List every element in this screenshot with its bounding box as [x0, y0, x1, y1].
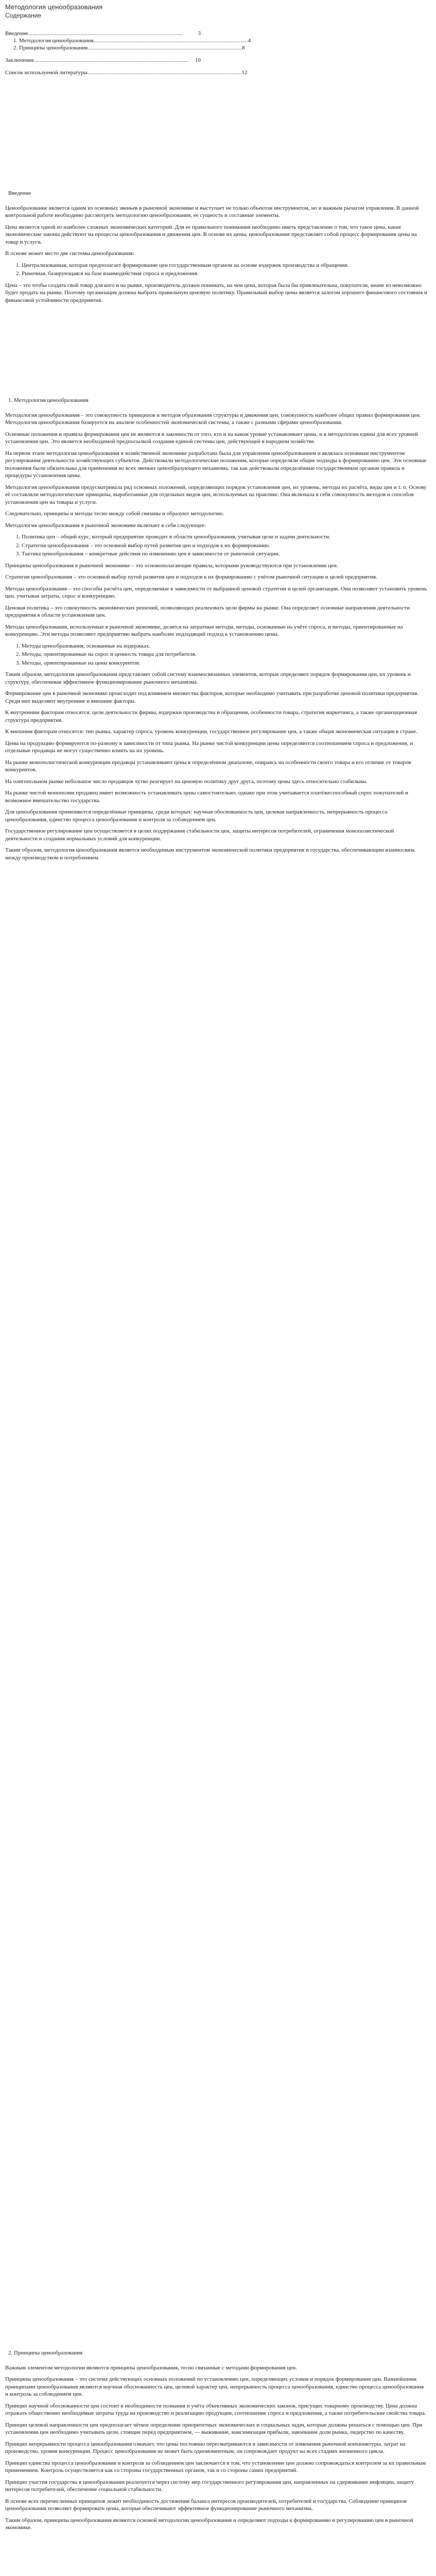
- paragraph: Государственное регулирование цен осуществляется в целях поддержания стабильности цен, защиты интересов потребителей, ограничения монополистической деятельности и создания нормальных условий для конкуренции.: [5, 828, 394, 842]
- section-heading: 2. Принципы ценообразования: [8, 2350, 83, 2356]
- list-item: 3. Методы, ориентированные на цены конкурентов.: [22, 659, 427, 667]
- paragraph: К внешним факторам относятся: тип рынка, характер спроса, уровень конкуренции, государственное регулирование цен, а также общая экономическая ситуация в стране.: [5, 728, 417, 735]
- toc-entry-intro[interactable]: Введение ............................................................................................................. 3: [5, 30, 201, 37]
- paragraph: Принципы ценообразования в рыночной экономике – это основополагающие правила, которыми руководствуются при установлении цен.: [5, 562, 338, 569]
- list-item: 3. Тактика ценообразования – конкретные действия по изменению цен в зависимости от рыночной ситуации.: [22, 550, 427, 558]
- paragraph: В основе может место две системы ценообразования:: [5, 250, 134, 257]
- paragraph: Цена – это чтобы создать свой товар для кого и на рынке, производитель должен понимать, на чем цена, которая была бы привлекательна, покупатели, иначе из невозможно будет продать на рынке. Поэтому организация должна выбрать правильную ценовую политику. Правильный выбор цены является залогом хорошего финансового состояния и финансовой устойчивости предприятия.: [5, 282, 427, 303]
- paragraph: В основе всех перечисленных принципов лежит необходимость достижения баланса интересов производителей, потребителей и государства. Соблюдение принципов ценообразования позволяет формировать цены, которые обеспечивают эффективное функционирование рыночного механизма.: [5, 2498, 407, 2512]
- paragraph: Таким образом, принципы ценообразования являются основой методологии ценообразования и определяют подходы к формированию и регулированию цен в рыночной экономике.: [5, 2517, 413, 2531]
- paragraph: На рынке чистой монополии продавец имеет возможность устанавливать цены самостоятельно, однако при этом учитывается платёжеспособный спрос покупателей и возможное вмешательство государства.: [5, 790, 408, 804]
- paragraph: Методы ценообразования, используемые в рыночной экономике, делятся на затратные методы, методы, основанные на учёте спроса, и методы, ориентированные на конкуренцию. Эти методы позволяют предприятию выбрать наиболее подходящий подход к установлению цены.: [5, 623, 403, 637]
- section-heading: 1. Методология ценообразования: [8, 397, 89, 403]
- paragraph: Методы ценообразования – это способы расчёта цен, определяемые в зависимости от выбранной ценовой стратегии и целей организации. Они позволяют установить уровень цен, учитывая затраты, спрос и конкуренцию.: [5, 585, 427, 599]
- toc-entry-conclusion[interactable]: Заключение ............................................................................................................. 10: [5, 57, 201, 63]
- paragraph: Основные положения и правила формирования цен не являются в законности от того, кто и на каком уровне устанавливает цены, и в методологии едины для всех уровней установления цен. Это является необходимой предпосылкой создания единой системы цен, действующей в народном хозяйстве.: [5, 431, 418, 445]
- list-item: 2. Стратегия ценообразования – это основной выбор путей развития цен и подходов к их формированию.: [22, 542, 427, 550]
- paragraph: Принцип участия государства в ценообразовании реализуется через систему мер государственного регулирования цен, направленных на сдерживание инфляции, защиту интересов потребителей, обеспечение социальной стабильности.: [5, 2479, 414, 2493]
- section-chapter-1: [5, 397, 427, 866]
- list-item: 1. Централизованная, которая предполагает формирование цен государственным органом на основе издержек производства и обращения.: [22, 262, 427, 269]
- paragraph: Для ценообразования применяются определённые принципы, среди которых: научная обоснованность цен, целевая направленность, непрерывность процесса ценообразования, единство процесса ценообразования и контроля за соблюдением цен.: [5, 809, 388, 823]
- paragraph: Таким образом, методология ценообразования представляет собой систему взаимосвязанных элементов, которые определяют порядок формирования цен, их уровень и структуру, обеспечивая эффективное функционирование рыночного механизма.: [5, 671, 411, 685]
- paragraph: Важным элементом методологии являются принципы ценообразования, тесно связанные с методами формирования цен.: [5, 2364, 297, 2371]
- paragraph: Таким образом, методология ценообразования является необходимым инструментом экономической политики предприятия и государства, обеспечивающим взаимосвязь между производством и потреблением.: [5, 847, 415, 861]
- paragraph: Принцип непрерывности процесса ценообразования означает, что цены постоянно пересматриваются в зависимости от изменения рыночной конъюнктуры, затрат на производство, уровня конкуренции. Процесс ценообразования не может быть одномоментным, он сопровождает продукт на всех стадиях жизненного цикла.: [5, 2441, 406, 2454]
- toc-heading: Содержание: [5, 12, 42, 19]
- paragraph: На рынке монополистической конкуренции продавцы устанавливают цены в определённом диапазоне, опираясь на особенности своего товара и его отличие от товаров конкурентов.: [5, 759, 411, 773]
- paragraph: Принцип единства процесса ценообразования и контроля за соблюдением цен заключается в том, что установление цен должно сопровождаться контролем за их правильным применением. Контроль осуществляется как со стороны государственных органов, так и со стороны самих предприятий.: [5, 2460, 426, 2473]
- section-heading: Введение: [8, 190, 31, 196]
- paragraph: Методология ценообразования в рыночной экономике включает в себя следующее:: [5, 522, 206, 529]
- paragraph: Цены на продукцию формируются по-разному в зависимости от типа рынка. На рынке чистой конкуренции цены определяются соотношением спроса и предложения, и отдельные продавцы не могут существенно влиять на их уровень.: [5, 740, 413, 754]
- list-item: 2. Рыночная, базирующаяся на базе взаимодействия спроса и предложения.: [22, 270, 427, 278]
- numbered-list: [5, 533, 427, 558]
- paragraph: Стратегия ценообразования – это основной выбор путей развития цен и подходов к их формированию с учётом рыночной ситуации и целей предприятия.: [5, 574, 377, 580]
- paragraph: Методология ценообразования предусматривала ряд основных положений, определяющих порядок установления цен, их уровень, методы их расчёта, виды цен и т. п. Основу её составляли методологические принципы, выработанные для отдельных видов цен, используемых на практике. Она включала в себя совокупность методов и способов установления цен на товары и услуги.: [5, 484, 427, 505]
- paragraph: Ценовая политика – это совокупность экономических решений, позволяющих реализовать цели фирмы на рынке. Она определяет основные направления деятельности предприятия в области установления цен.: [5, 604, 410, 618]
- list-item: 1. Методы ценообразования, основанные на издержках.: [22, 642, 427, 650]
- toc-entry-chapter-2[interactable]: 2. Принципы ценообразования ............................................................................................................. 8: [13, 45, 245, 51]
- toc-entry-literature[interactable]: Список используемой литературы ............................................................................................................. 12: [5, 70, 248, 76]
- section-chapter-2: [5, 2349, 427, 2536]
- paragraph: На олигопольном рынке небольшое число продавцов чутко реагирует на ценовую политику друг друга, поэтому цены здесь относительно стабильны.: [5, 778, 368, 785]
- paragraph: Цена является одной из наиболее сложных экономических категорий. Для ее правильного понимания необходимо иметь представление о том, что такое цена, какие экономические законы действуют на процессы ценообразования и движения цен. В основе их цены, ценообразование представляет собой процесс формирования цены на товар и услуги.: [5, 224, 417, 245]
- numbered-list: [5, 262, 427, 278]
- section-introduction: [5, 190, 427, 308]
- list-item: 2. Методы, ориентированные на спрос и ценность товара для потребителя.: [22, 651, 427, 658]
- paragraph: Принцип научной обоснованности цен состоит в необходимости познания и учёта объективных экономических законов, присущих товарному производству. Цена должна отражать общественно необходимые затраты труда на производство и реализацию продукции, соотношение спроса и предложения, а также потребительские свойства товара.: [5, 2402, 426, 2416]
- table-of-contents: [5, 30, 251, 76]
- paragraph: К внутренним факторам относятся: цели деятельности фирмы, издержки производства и обращения, особенности товара, стратегия маркетинга, а также организационная структура предприятия.: [5, 709, 417, 723]
- list-item: 1. Политика цен – общий курс, который предприятие проводит в области ценообразования, учитывая цели и задачи деятельности.: [22, 533, 427, 541]
- paragraph: Ценообразование является одним из основных звеньев в рыночной экономике и выступает не только объектом инструментом, но и важным рычагом управления. В данной контрольной работе необходимо рассмотреть методологию ценообразования, ее сущность и составные элементы.: [5, 205, 419, 218]
- paragraph: Принцип целевой направленности цен предполагает чёткое определение приоритетных экономических и социальных задач, которые должны решаться с помощью цен. При установлении цен необходимо учитывать цели, стоящие перед предприятием, — выживание, максимизация прибыли, завоевание доли рынка, лидерство по качеству.: [5, 2421, 423, 2435]
- paragraph: Принципы ценообразования – это система действующих основных положений по установлению цен, определяющих условия и порядок формирования цен. Важнейшими принципами ценообразования являются научная обоснованность цен, целевой характер цен, непрерывность процесса ценообразования, единство процесса ценообразования и контроль за соблюдением цен.: [5, 2376, 424, 2397]
- paragraph: Следовательно, принципы и методы тесно между собой связаны и образуют методологию.: [5, 511, 224, 517]
- numbered-list: [5, 642, 427, 667]
- paragraph: На первом этапе методология ценообразования в хозяйственной экономике разработана была для управления ценообразованием и являлась основным инструментом регулирования деятельности хозяйствующих субъектов. Действовали методологические положения, которые определяли общие подходы к формированию цен. Эти основные положения были обязательны для применения во всех звеньях ценообразующего механизма, так как действовали определённые государственным органом правила и процедуры установления цены.: [5, 450, 427, 479]
- paragraph: Формирование цен в рыночной экономике происходит под влиянием множества факторов, которые необходимо учитывать при разработке ценовой политики предприятия. Среди них выделяют внутренние и внешние факторы.: [5, 690, 418, 704]
- document-title: Методология ценообразования: [5, 3, 103, 11]
- paragraph: Методология ценообразования – это совокупность принципов и методов образования структуры и движения цен, совокупность наиболее общих правил формирования цен. Методология ценообразования базируется на анализе особенностей экономической системы, а также с разными сферами ценообразования.: [5, 412, 421, 426]
- toc-entry-chapter-1[interactable]: 1. Методология ценообразования ............................................................................................................. 4: [13, 38, 251, 44]
